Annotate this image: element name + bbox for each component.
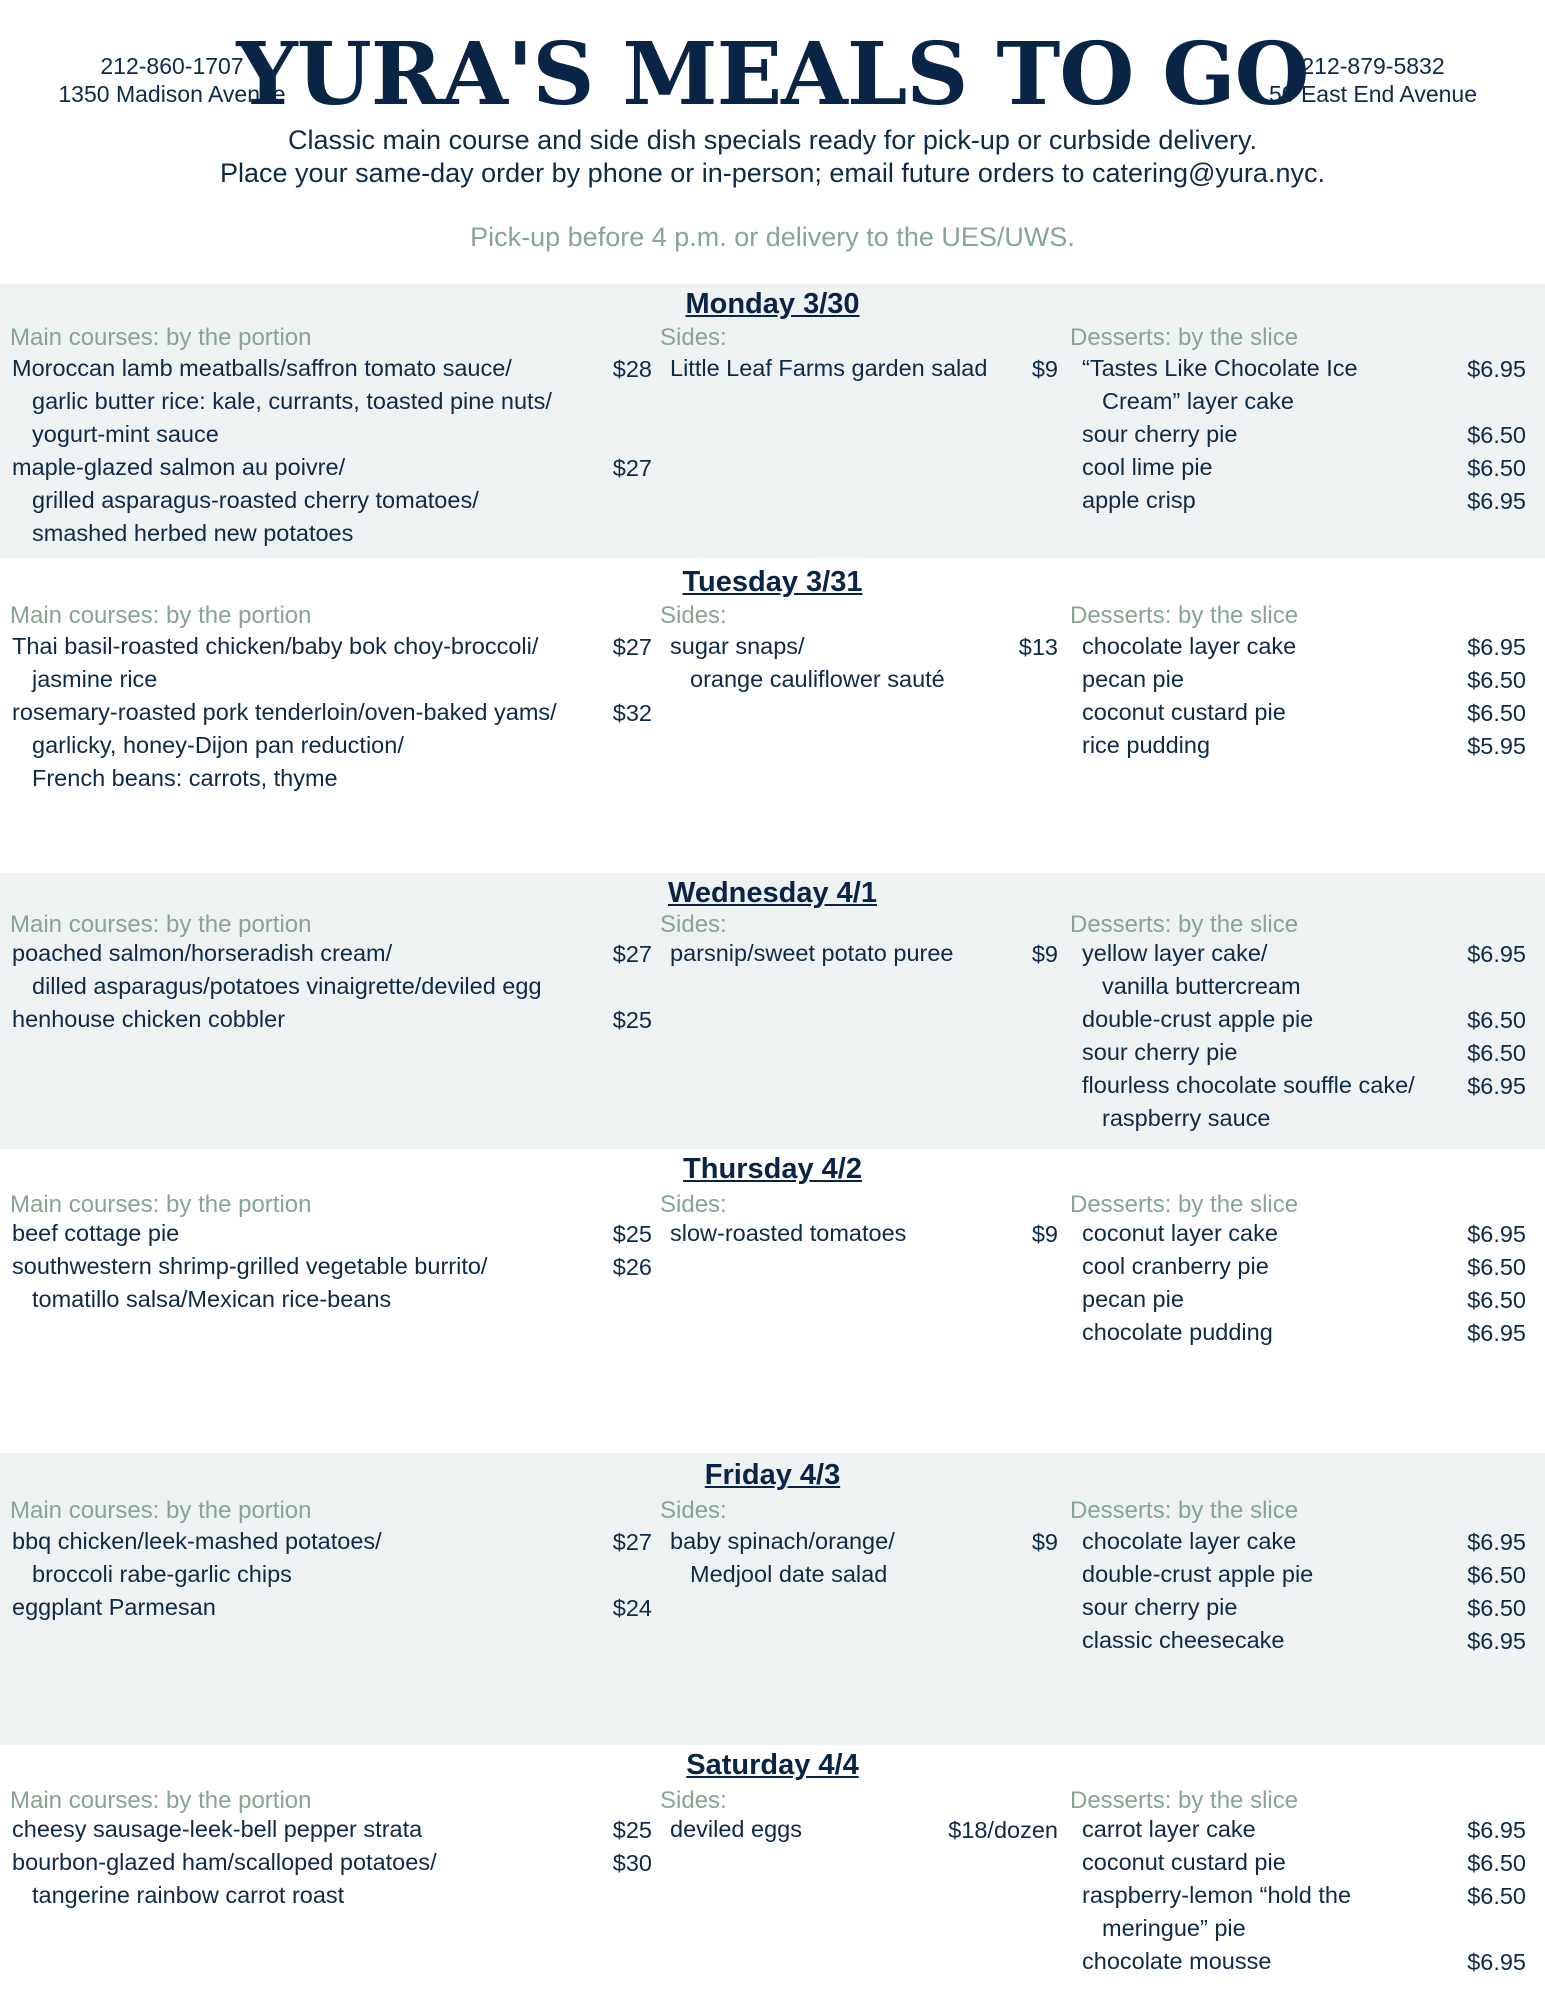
mains-label: Main courses: by the portion [10,602,312,629]
item-line: parsnip/sweet potato puree [670,940,954,966]
main-course-item [12,696,557,795]
main-course-item [12,1525,382,1591]
item-line: southwestern shrimp-grilled vegetable burrito/ [12,1253,488,1279]
mains-label: Main courses: by the portion [10,1191,312,1218]
mains-label: Main courses: by the portion [10,324,312,351]
dessert-price: $6.50 [1467,667,1526,693]
dessert-price: $6.95 [1467,634,1526,660]
main-course-price: $24 [612,1595,652,1621]
item-line: tomatillo salsa/Mexican rice-beans [32,1286,392,1312]
dessert-item [1082,1558,1313,1591]
mains-label: Main courses: by the portion [10,1787,312,1814]
item-line: yellow layer cake/ [1082,940,1268,966]
dessert-item [1082,451,1213,484]
dessert-item [1082,1591,1237,1624]
main-course-item [12,630,538,696]
main-course-price: $25 [612,1007,652,1033]
item-line: cool lime pie [1082,454,1213,480]
dessert-price: $6.50 [1467,1595,1526,1621]
item-line: flourless chocolate souffle cake/ [1082,1072,1415,1098]
dessert-item [1082,1316,1273,1349]
dessert-price: $6.50 [1467,422,1526,448]
dessert-price: $6.50 [1467,1883,1526,1909]
side-price: $9 [1031,356,1058,382]
subtitle-line-1: Classic main course and side dish specials ready for pick-up or curbside delivery. [288,125,1257,155]
dessert-item [1082,1945,1271,1978]
left-phone: 212-860-1707 [100,53,244,79]
dessert-item [1082,352,1358,418]
dessert-item [1082,630,1296,663]
side-price: $13 [1018,634,1058,660]
dessert-price: $6.50 [1467,1562,1526,1588]
main-course-price: $25 [612,1817,652,1843]
item-line: sour cherry pie [1082,421,1238,447]
item-line: Thai basil-roasted chicken/baby bok choy-broccoli/ [12,633,539,659]
item-line: sugar snaps/ [670,633,805,659]
dessert-price: $6.95 [1467,1628,1526,1654]
side-price: $9 [1031,1221,1058,1247]
main-course-item [12,1217,179,1250]
item-line: bourbon-glazed ham/scalloped potatoes/ [12,1849,437,1875]
desserts-label: Desserts: by the slice [1070,1497,1299,1524]
item-line: broccoli rabe-garlic chips [32,1561,292,1587]
dessert-price: $6.95 [1467,1949,1526,1975]
dessert-item [1082,1250,1269,1283]
dessert-price: $6.50 [1467,1254,1526,1280]
item-line: yogurt-mint sauce [32,421,219,447]
subtitle-line-2: Place your same-day order by phone or in-person; email future orders to catering@yura.nyc. [220,158,1325,188]
item-line: poached salmon/horseradish cream/ [12,940,393,966]
main-course-price: $27 [612,941,652,967]
item-line: double-crust apple pie [1082,1561,1314,1587]
main-course-item [12,1003,285,1036]
main-course-price: $26 [612,1254,652,1280]
left-address: 1350 Madison Avenue [58,81,286,107]
dessert-item [1082,1036,1237,1069]
dessert-item [1082,1283,1184,1316]
day-title: Wednesday 4/1 [667,877,877,909]
day-title: Monday 3/30 [685,288,860,320]
dessert-price: $6.50 [1467,1287,1526,1313]
dessert-price: $6.50 [1467,1040,1526,1066]
item-line: henhouse chicken cobbler [12,1006,286,1032]
side-item [670,630,945,696]
main-course-price: $27 [612,634,652,660]
item-line: coconut custard pie [1082,1849,1286,1875]
dessert-price: $6.50 [1467,1850,1526,1876]
main-course-item [12,1813,422,1846]
item-line: cool cranberry pie [1082,1253,1269,1279]
right-contact [1253,52,1493,108]
item-line: jasmine rice [32,666,158,692]
item-line: slow-roasted tomatoes [670,1220,907,1246]
item-line: smashed herbed new potatoes [32,520,354,546]
main-course-item [12,451,479,550]
main-course-price: $27 [612,1529,652,1555]
day-section [0,873,1545,1149]
dessert-price: $6.95 [1467,1529,1526,1555]
sides-label: Sides: [660,911,727,938]
item-line: vanilla buttercream [1102,973,1301,999]
desserts-label: Desserts: by the slice [1070,324,1299,351]
sides-label: Sides: [660,1787,727,1814]
desserts-label: Desserts: by the slice [1070,1191,1299,1218]
item-line: French beans: carrots, thyme [32,765,338,791]
page-title: YURA'S MEALS TO GO [236,24,1309,125]
main-course-price: $32 [612,700,652,726]
day-section [0,284,1545,558]
dessert-item [1082,1879,1351,1945]
main-course-item [12,1250,487,1316]
sides-label: Sides: [660,602,727,629]
main-course-price: $30 [612,1850,652,1876]
side-item [670,352,987,385]
item-line: orange cauliflower sauté [690,666,945,692]
item-line: garlic butter rice: kale, currants, toasted pine nuts/ [32,388,552,414]
day-section [0,1453,1545,1745]
right-phone: 212-879-5832 [1301,53,1445,79]
item-line: coconut layer cake [1082,1220,1278,1246]
dessert-item [1082,1003,1313,1036]
day-section [0,1745,1545,1999]
item-line: baby spinach/orange/ [670,1528,895,1554]
day-title: Friday 4/3 [704,1459,841,1491]
item-line: bbq chicken/leek-mashed potatoes/ [12,1528,382,1554]
dessert-item [1082,1525,1296,1558]
main-course-price: $25 [612,1221,652,1247]
desserts-label: Desserts: by the slice [1070,1787,1299,1814]
dessert-item [1082,696,1286,729]
main-course-item [12,352,552,451]
main-course-item [12,937,542,1003]
item-line: dilled asparagus/potatoes vinaigrette/deviled egg [32,973,542,999]
day-section [0,558,1545,873]
dessert-item [1082,1813,1256,1846]
main-course-item [12,1591,216,1624]
item-line: coconut custard pie [1082,699,1286,725]
sides-label: Sides: [660,1191,727,1218]
dessert-price: $6.95 [1467,1221,1526,1247]
item-line: Little Leaf Farms garden salad [670,355,988,381]
item-line: maple-glazed salmon au poivre/ [12,454,346,480]
dessert-item [1082,1624,1284,1657]
item-line: rice pudding [1082,732,1211,758]
dessert-item [1082,663,1184,696]
item-line: raspberry-lemon “hold the [1082,1882,1352,1908]
dessert-price: $5.95 [1467,733,1526,759]
main-course-price: $28 [612,356,652,382]
item-line: pecan pie [1082,1286,1184,1312]
pickup-note: Pick-up before 4 p.m. or delivery to the UES/UWS. [470,222,1075,252]
item-line: chocolate layer cake [1082,633,1297,659]
item-line: chocolate layer cake [1082,1528,1297,1554]
mains-label: Main courses: by the portion [10,911,312,938]
item-line: eggplant Parmesan [12,1594,216,1620]
dessert-price: $6.95 [1467,356,1526,382]
desserts-label: Desserts: by the slice [1070,602,1299,629]
mains-label: Main courses: by the portion [10,1497,312,1524]
main-course-price: $27 [612,455,652,481]
day-title: Thursday 4/2 [683,1153,862,1185]
dessert-item [1082,729,1210,762]
item-line: deviled eggs [670,1816,802,1842]
dessert-price: $6.95 [1467,1320,1526,1346]
item-line: chocolate mousse [1082,1948,1272,1974]
sides-label: Sides: [660,324,727,351]
dessert-price: $6.50 [1467,455,1526,481]
dessert-price: $6.50 [1467,1007,1526,1033]
item-line: sour cherry pie [1082,1594,1238,1620]
item-line: pecan pie [1082,666,1184,692]
side-item [670,937,954,970]
side-price: $9 [1031,941,1058,967]
dessert-item [1082,418,1237,451]
day-title: Tuesday 3/31 [682,566,863,598]
side-item [670,1813,802,1846]
dessert-price: $6.95 [1467,488,1526,514]
dessert-price: $6.50 [1467,700,1526,726]
item-line: garlicky, honey-Dijon pan reduction/ [32,732,404,758]
dessert-price: $6.95 [1467,941,1526,967]
dessert-item [1082,1217,1278,1250]
day-section [0,1149,1545,1453]
item-line: classic cheesecake [1082,1627,1285,1653]
right-address: 50 East End Avenue [1268,81,1478,107]
item-line: beef cottage pie [12,1220,180,1246]
dessert-item [1082,937,1301,1003]
item-line: Medjool date salad [690,1561,888,1587]
item-line: sour cherry pie [1082,1039,1238,1065]
dessert-price: $6.95 [1467,1073,1526,1099]
dessert-price: $6.95 [1467,1817,1526,1843]
item-line: rosemary-roasted pork tenderloin/oven-baked yams/ [12,699,557,725]
side-price: $18/dozen [948,1817,1058,1843]
side-item [670,1525,895,1591]
dessert-item [1082,1846,1286,1879]
item-line: cheesy sausage-leek-bell pepper strata [12,1816,423,1842]
item-line: meringue” pie [1102,1915,1246,1941]
side-price: $9 [1031,1529,1058,1555]
item-line: carrot layer cake [1082,1816,1256,1842]
side-item [670,1217,906,1250]
item-line: Moroccan lamb meatballs/saffron tomato sauce/ [12,355,512,381]
item-line: chocolate pudding [1082,1319,1273,1345]
item-line: grilled asparagus-roasted cherry tomatoes/ [32,487,479,513]
main-course-item [12,1846,437,1912]
dessert-item [1082,484,1196,517]
sides-label: Sides: [660,1497,727,1524]
item-line: “Tastes Like Chocolate Ice [1082,355,1358,381]
item-line: tangerine rainbow carrot roast [32,1882,345,1908]
dessert-item [1082,1069,1415,1135]
item-line: apple crisp [1082,487,1196,513]
item-line: Cream” layer cake [1102,388,1294,414]
item-line: double-crust apple pie [1082,1006,1314,1032]
item-line: raspberry sauce [1102,1105,1271,1131]
desserts-label: Desserts: by the slice [1070,911,1299,938]
day-title: Saturday 4/4 [686,1749,859,1781]
